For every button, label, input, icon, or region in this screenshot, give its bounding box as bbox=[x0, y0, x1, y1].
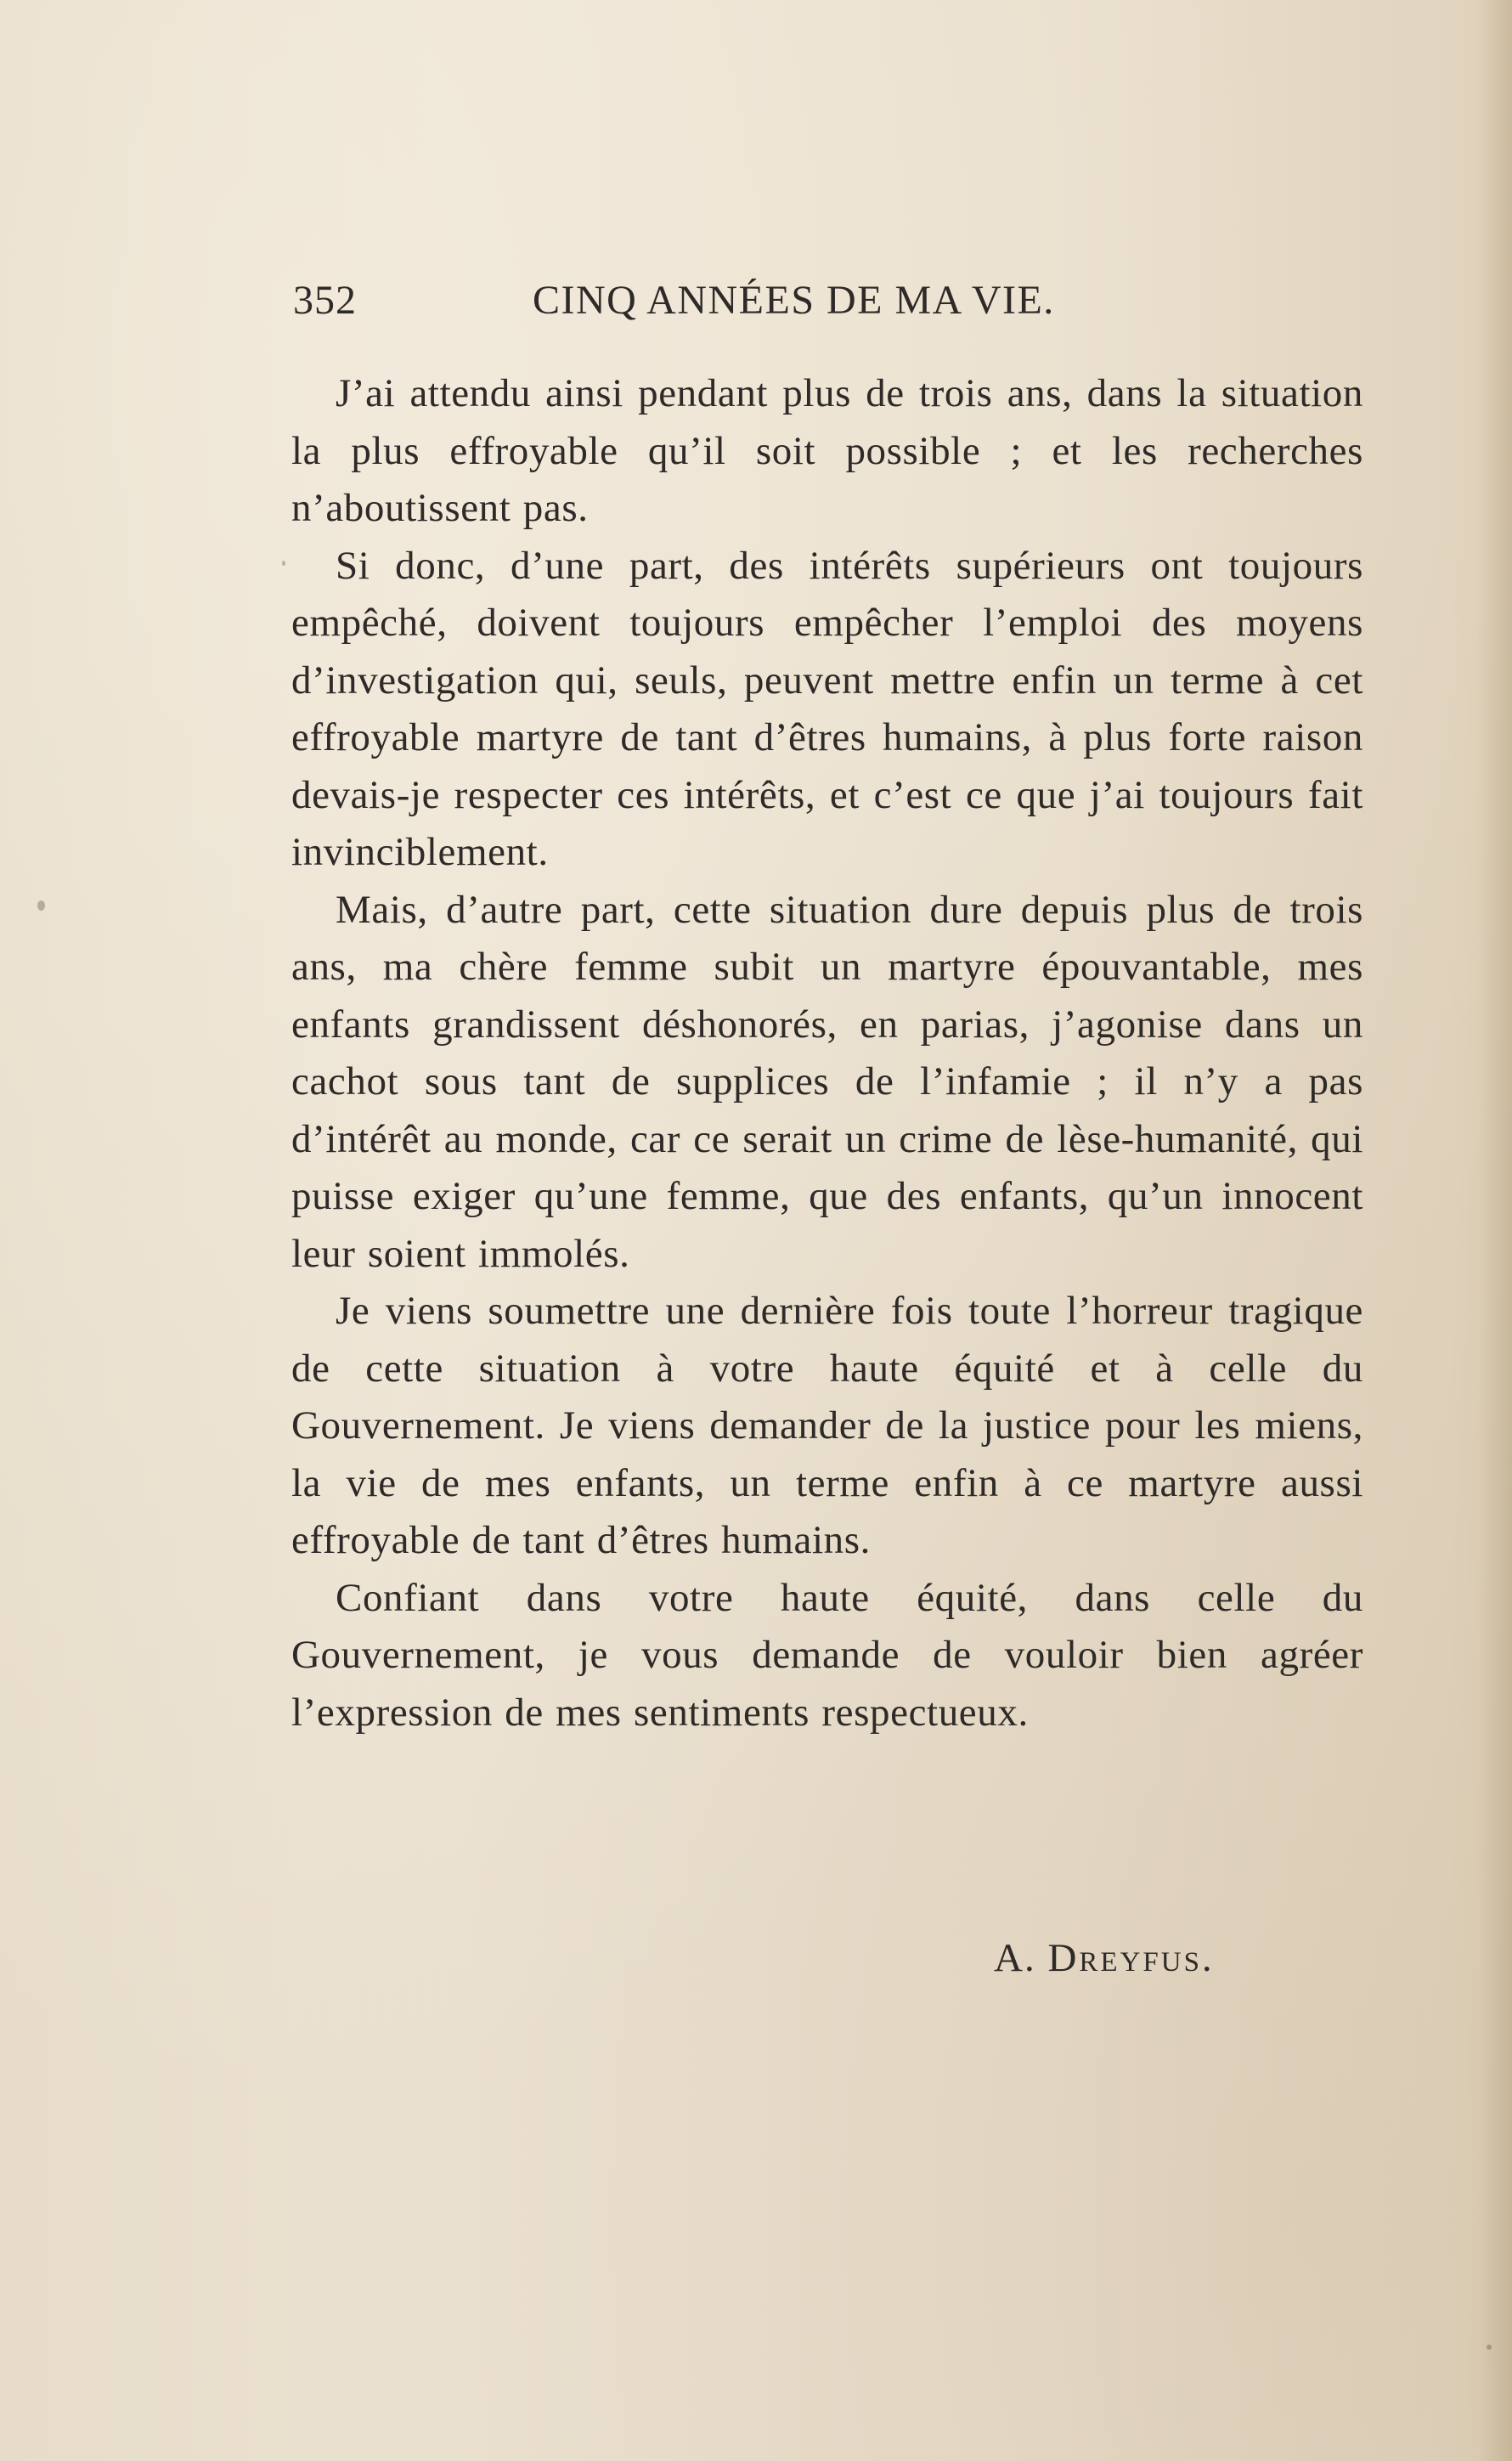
signature bbox=[994, 1935, 1215, 1981]
paragraph: Mais, d’autre part, cette situation dure depuis plus de trois ans, ma chère femme subit un martyre épouvantable, mes enfants grandissent déshonorés, en parias, j’agonise dans un cachot sous tant de supplices de l’infamie ; il n’y a pas d’intérêt au monde, car ce serait un crime de lèse-humanité, qui puisse exiger qu’une femme, que des enfants, qu’un innocent leur soient immolés. bbox=[291, 887, 1363, 1276]
running-header bbox=[293, 270, 1092, 330]
signature-initial: A. bbox=[994, 1936, 1036, 1980]
paragraph: Confiant dans votre haute équité, dans celle du Gouvernement, je vous demande de vouloir bien agréer l’expression de mes sentiments respectueux. bbox=[291, 1575, 1363, 1735]
paragraph: Si donc, d’une part, des intérêts supérieurs ont toujours empêché, doivent toujours empêcher l’emploi des moyens d’investigation qui, seuls, peuvent mettre enfin un terme à cet effroyable martyre de tant d’êtres humains, à plus forte raison devais-je respecter ces intérêts, et c’est ce que j’ai toujours fait invinciblement. bbox=[291, 543, 1363, 874]
paper-speck bbox=[1487, 2345, 1492, 2350]
page-number: 352 bbox=[293, 278, 357, 323]
signature-name: Dreyfus. bbox=[1047, 1936, 1215, 1980]
paragraph: Je viens soumettre une dernière fois toute l’horreur tragique de cette situation à votre haute équité et à celle du Gouvernement. Je viens demander de la justice pour les miens, la vie de mes enfants, un terme enfin à ce martyre aussi effroyable de tant d’êtres humains. bbox=[291, 1289, 1363, 1562]
page-edge-shadow bbox=[1478, 0, 1512, 2461]
running-title: CINQ ANNÉES DE MA VIE. bbox=[533, 278, 1055, 323]
letter-body bbox=[291, 365, 1363, 1741]
paper-speck bbox=[37, 900, 45, 911]
paragraph: J’ai attendu ainsi pendant plus de trois ans, dans la situation la plus effroyable qu’il soit possible ; et les recherches n’aboutissent pas. bbox=[291, 371, 1363, 530]
paper-speck bbox=[282, 561, 285, 566]
